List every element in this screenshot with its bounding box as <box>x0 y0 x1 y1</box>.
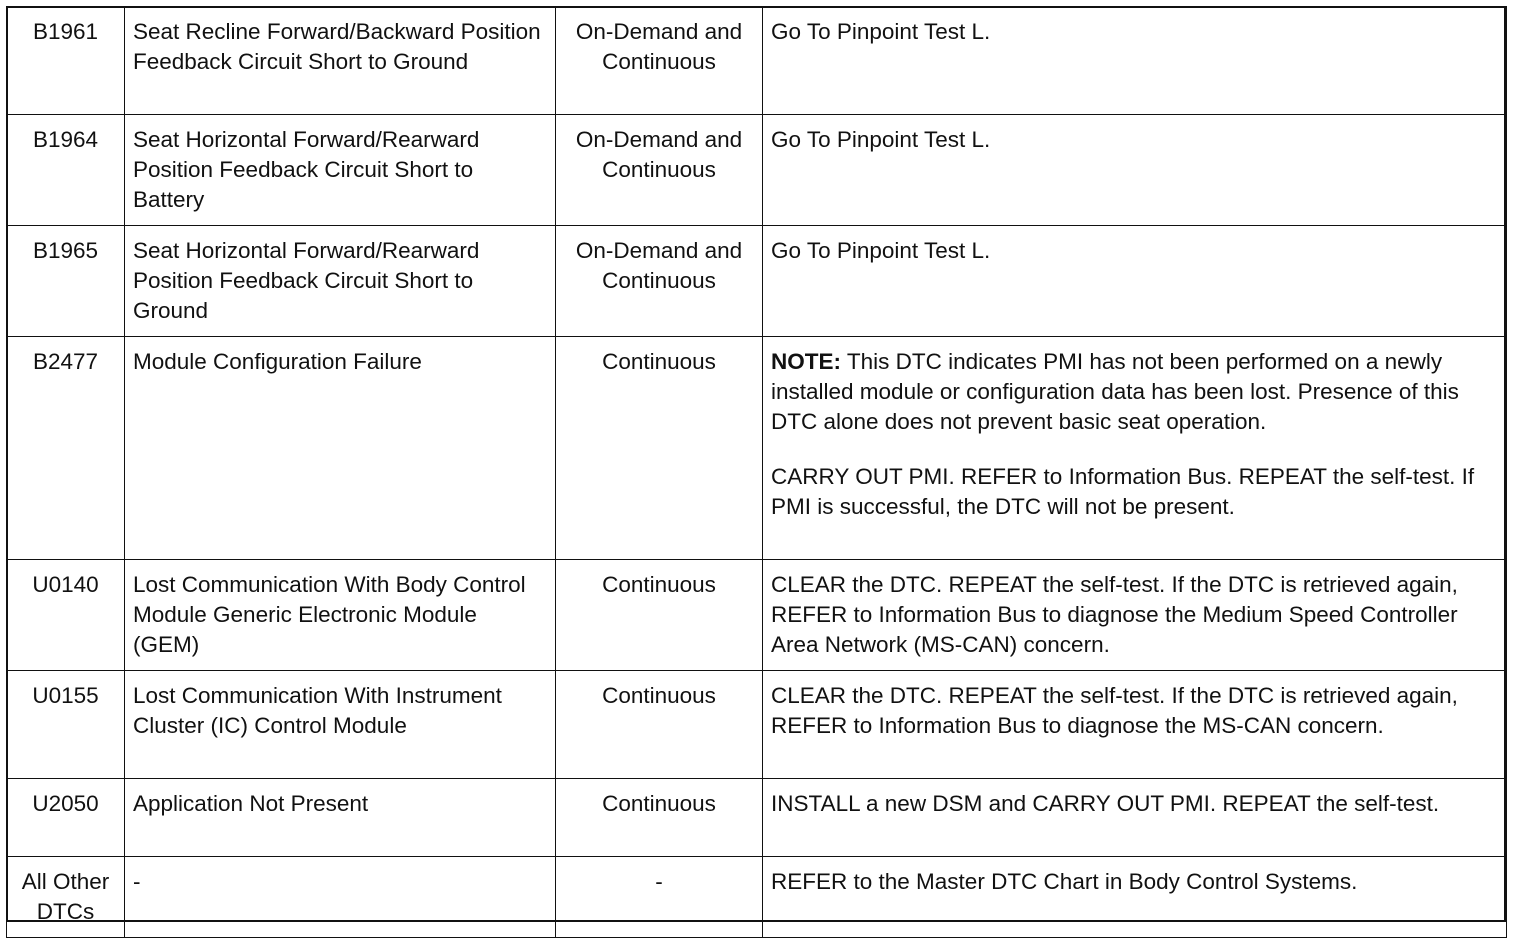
table-row <box>7 560 1507 671</box>
note-text: This DTC indicates PMI has not been performed on a newly installed module or configuration data has been lost. Presence of this DTC alone does not prevent basic seat operation. <box>771 349 1459 434</box>
dtc-condition: - <box>556 857 763 938</box>
dtc-description: Seat Horizontal Forward/Rearward Position Feedback Circuit Short to Ground <box>125 226 556 337</box>
dtc-action: Go To Pinpoint Test L. <box>763 115 1507 226</box>
dtc-condition: On-Demand and Continuous <box>556 115 763 226</box>
dtc-description: Lost Communication With Body Control Module Generic Electronic Module (GEM) <box>125 560 556 671</box>
dtc-action: CLEAR the DTC. REPEAT the self-test. If the DTC is retrieved again, REFER to Information Bus to diagnose the Medium Speed Controller Area Network (MS-CAN) concern. <box>763 560 1507 671</box>
dtc-condition: On-Demand and Continuous <box>556 7 763 115</box>
dtc-code: All Other DTCs <box>7 857 125 938</box>
dtc-condition: On-Demand and Continuous <box>556 226 763 337</box>
dtc-code: U0140 <box>7 560 125 671</box>
dtc-code: B2477 <box>7 337 125 560</box>
dtc-description: Lost Communication With Instrument Cluster (IC) Control Module <box>125 671 556 779</box>
dtc-condition: Continuous <box>556 779 763 857</box>
dtc-description: Seat Recline Forward/Backward Position Feedback Circuit Short to Ground <box>125 7 556 115</box>
dtc-action: Go To Pinpoint Test L. <box>763 7 1507 115</box>
dtc-action: Go To Pinpoint Test L. <box>763 226 1507 337</box>
note-paragraph <box>771 347 1498 437</box>
dtc-description: Application Not Present <box>125 779 556 857</box>
dtc-description: - <box>125 857 556 938</box>
table-row <box>7 226 1507 337</box>
dtc-action: CLEAR the DTC. REPEAT the self-test. If the DTC is retrieved again, REFER to Information Bus to diagnose the MS-CAN concern. <box>763 671 1507 779</box>
dtc-code: B1964 <box>7 115 125 226</box>
table-row <box>7 115 1507 226</box>
table-row <box>7 671 1507 779</box>
dtc-condition: Continuous <box>556 560 763 671</box>
dtc-action <box>763 337 1507 560</box>
table-row <box>7 857 1507 938</box>
dtc-action: INSTALL a new DSM and CARRY OUT PMI. REPEAT the self-test. <box>763 779 1507 857</box>
dtc-description: Module Configuration Failure <box>125 337 556 560</box>
dtc-code: B1961 <box>7 7 125 115</box>
dtc-description: Seat Horizontal Forward/Rearward Position Feedback Circuit Short to Battery <box>125 115 556 226</box>
dtc-condition: Continuous <box>556 337 763 560</box>
table-row <box>7 337 1507 560</box>
dtc-table <box>6 6 1507 938</box>
table-row <box>7 779 1507 857</box>
dtc-action: REFER to the Master DTC Chart in Body Control Systems. <box>763 857 1507 938</box>
note-label: NOTE: <box>771 349 841 374</box>
dtc-condition: Continuous <box>556 671 763 779</box>
table-row <box>7 7 1507 115</box>
dtc-code: U0155 <box>7 671 125 779</box>
dtc-code: U2050 <box>7 779 125 857</box>
action-paragraph: CARRY OUT PMI. REFER to Information Bus. REPEAT the self-test. If PMI is successful, the DTC will not be present. <box>771 464 1475 519</box>
dtc-code: B1965 <box>7 226 125 337</box>
